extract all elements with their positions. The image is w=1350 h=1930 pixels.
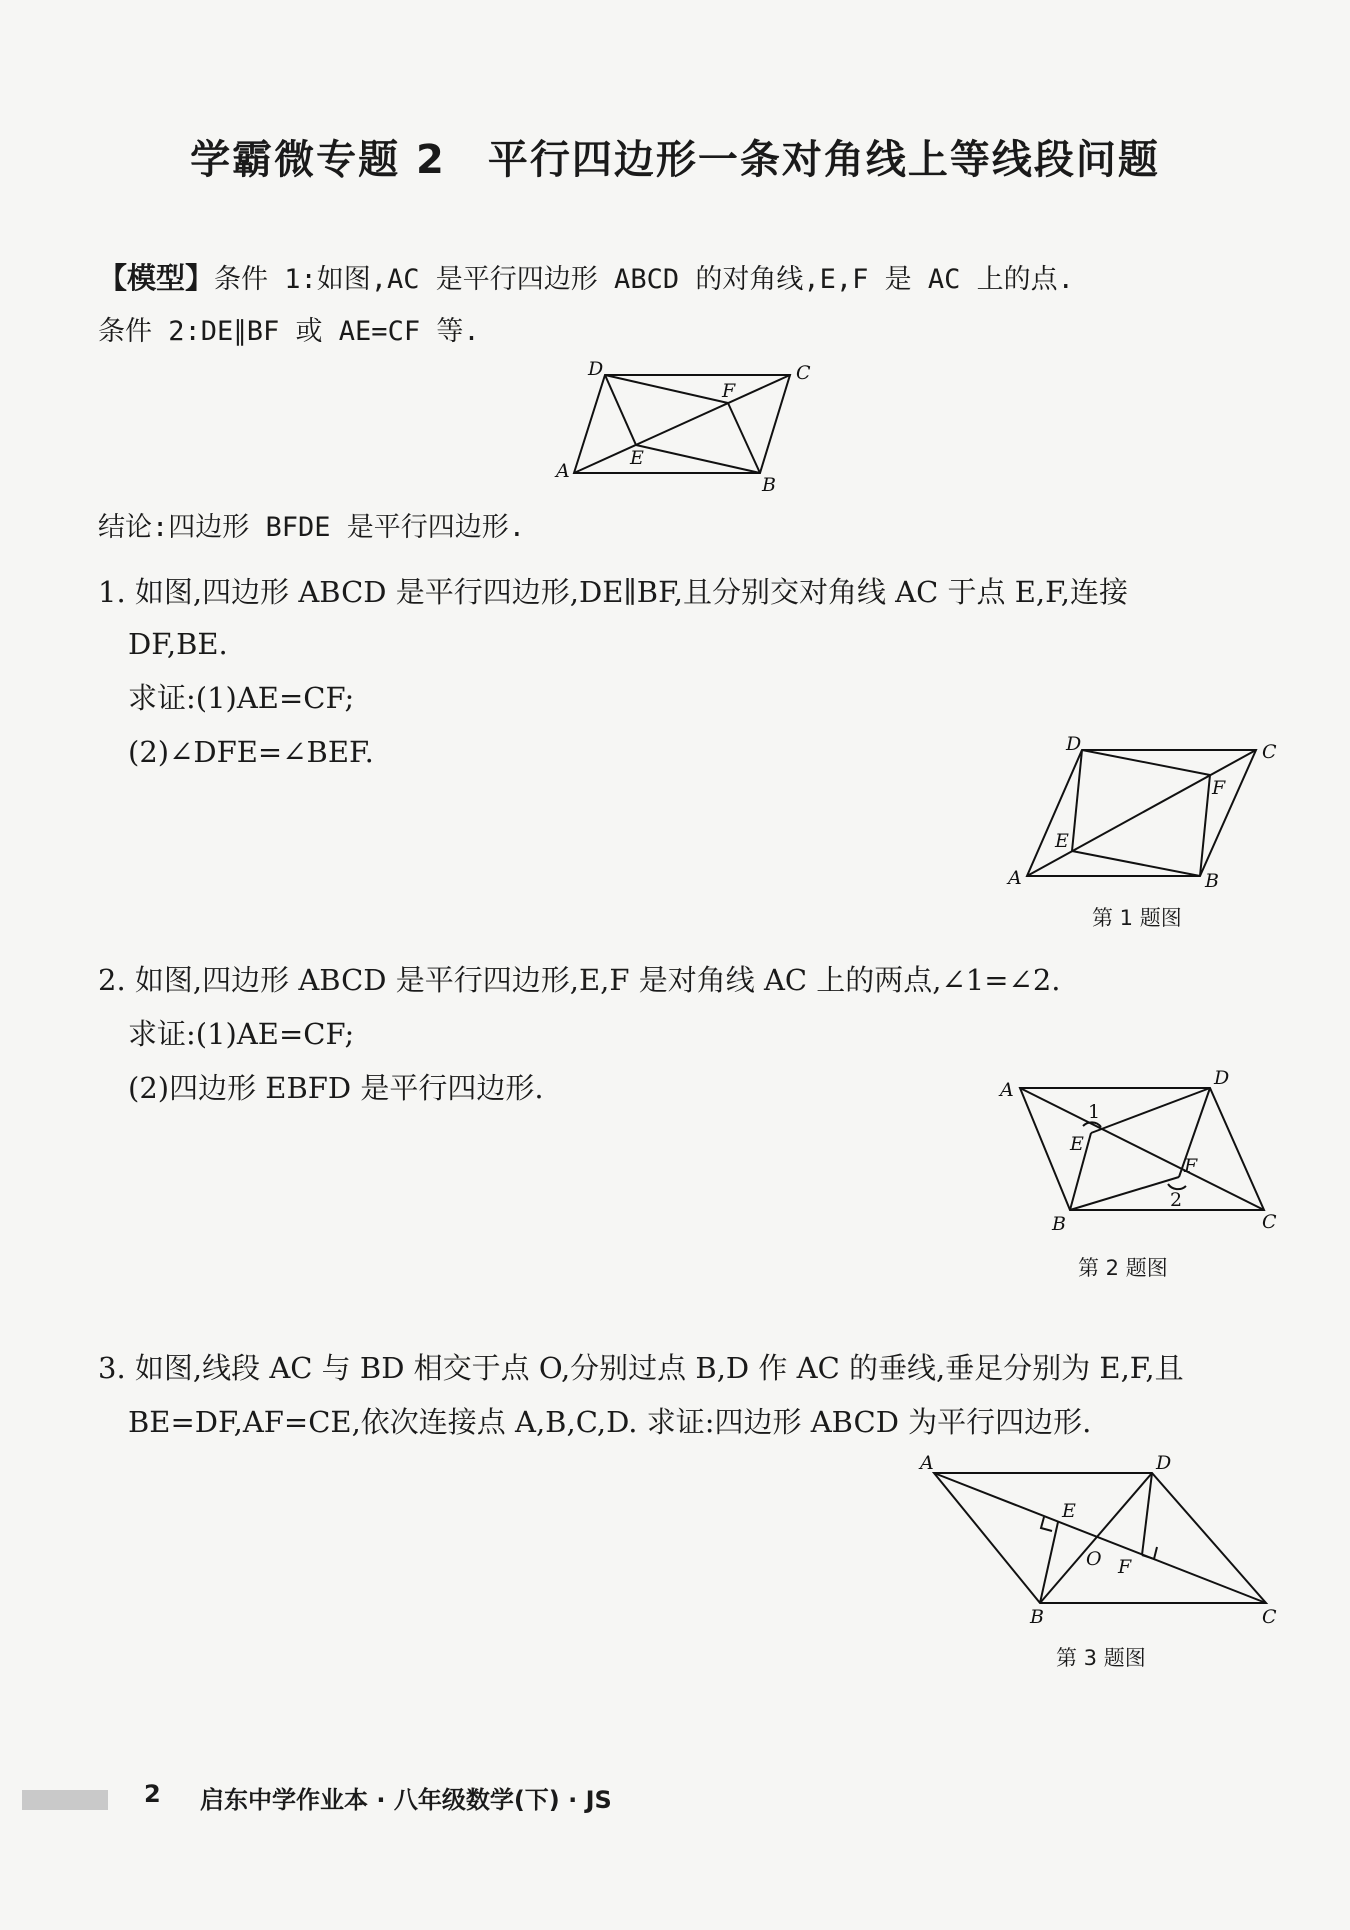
problem-2-label-f: F (1184, 1155, 1198, 1177)
problem-2-label-d: D (1214, 1067, 1230, 1089)
footer-decoration-bar (22, 1790, 108, 1810)
problem-1-line-4: (2)∠DFE=∠BEF. (128, 735, 374, 769)
model-label-a: A (556, 460, 570, 482)
problem-2-label-e: E (1070, 1133, 1084, 1155)
footer-page-number: 2 (144, 1780, 161, 1808)
problem-3-line-1: 3. 如图,线段 AC 与 BD 相交于点 O,分别过点 B,D 作 AC 的垂线,垂足分别为 E,F,且 (98, 1351, 1184, 1385)
problem-1-label-c: C (1262, 741, 1277, 763)
problem-3-label-e: E (1062, 1500, 1076, 1522)
model-conclusion: 结论:四边形 BFDE 是平行四边形. (98, 512, 526, 543)
problem-3-label-d: D (1156, 1452, 1172, 1474)
model-label-d: D (588, 358, 604, 380)
problem-3-line-2: BE=DF,AF=CE,依次连接点 A,B,C,D. 求证:四边形 ABCD 为平行四边形. (128, 1405, 1092, 1439)
problem-1-label-a: A (1008, 867, 1022, 889)
model-label-b: B (762, 474, 776, 495)
problem-2-caption: 第 2 题图 (1078, 1256, 1168, 1280)
problem-1-figure (1000, 730, 1300, 890)
problem-2-label-c: C (1262, 1211, 1277, 1230)
problem-3-label-o: O (1086, 1548, 1102, 1570)
problem-2-figure (988, 1060, 1288, 1230)
problem-1-line-2: DF,BE. (128, 627, 228, 661)
problem-2-label-b: B (1052, 1213, 1066, 1230)
model-label-e: E (630, 447, 644, 469)
problem-2-line-3: (2)四边形 EBFD 是平行四边形. (128, 1071, 544, 1105)
problem-3-label-f: F (1118, 1556, 1132, 1578)
problem-1-label-e: E (1055, 830, 1069, 852)
problem-2-angle-1: 1 (1088, 1101, 1101, 1123)
model-condition-2: 条件 2:DE∥BF 或 AE=CF 等. (98, 316, 480, 347)
problem-2-angle-2: 2 (1170, 1189, 1183, 1211)
model-label-f: F (722, 380, 736, 402)
problem-2-line-1: 2. 如图,四边形 ABCD 是平行四边形,E,F 是对角线 AC 上的两点,∠1=∠2. (98, 963, 1061, 997)
problem-1-label-f: F (1212, 777, 1226, 799)
problem-3-label-a: A (920, 1452, 934, 1474)
problem-1-line-1: 1. 如图,四边形 ABCD 是平行四边形,DE∥BF,且分别交对角线 AC 于点 E,F,连接 (98, 575, 1128, 609)
model-tag: 【模型】 (98, 261, 215, 295)
problem-1-label-d: D (1066, 733, 1082, 755)
problem-1-line-3: 求证:(1)AE=CF; (128, 681, 355, 715)
problem-3-caption: 第 3 题图 (1056, 1646, 1146, 1670)
footer-book-title: 启东中学作业本 · 八年级数学(下) · JS (200, 1786, 612, 1814)
problem-3-label-c: C (1262, 1606, 1277, 1625)
page-title: 学霸微专题 2 平行四边形一条对角线上等线段问题 (190, 137, 1160, 183)
model-condition-1 (98, 258, 1074, 300)
model-label-c: C (796, 362, 811, 384)
problem-3-label-b: B (1030, 1606, 1044, 1625)
problem-1-label-b: B (1205, 870, 1219, 890)
model-cond1-text: 条件 1:如图,AC 是平行四边形 ABCD 的对角线,E,F 是 AC 上的点. (214, 264, 1074, 295)
problem-3-figure (918, 1445, 1278, 1625)
problem-2-label-a: A (1000, 1079, 1014, 1101)
model-figure (550, 355, 830, 495)
problem-2-line-2: 求证:(1)AE=CF; (128, 1017, 355, 1051)
problem-1-caption: 第 1 题图 (1092, 906, 1182, 930)
